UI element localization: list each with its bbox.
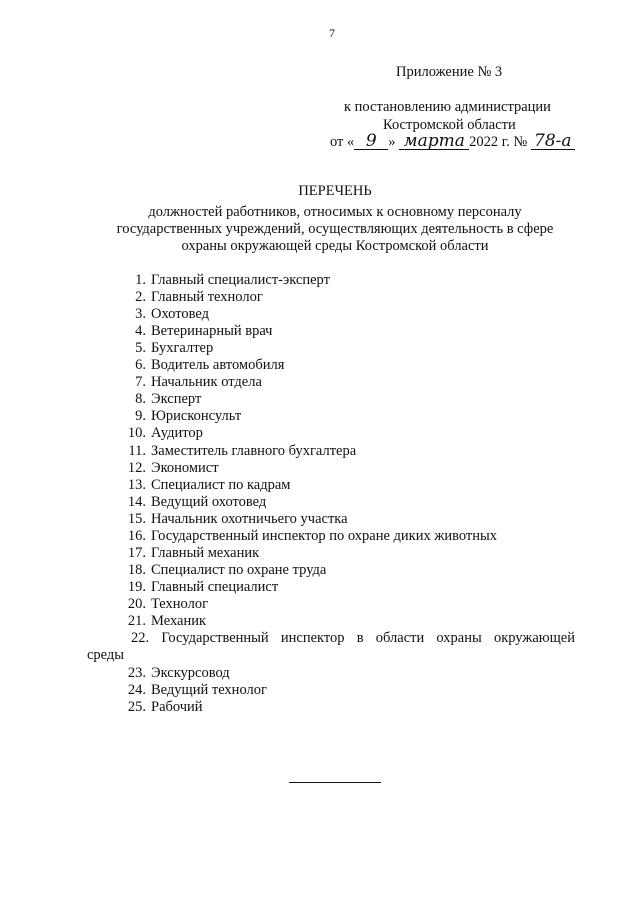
item-text: Технолог bbox=[151, 595, 209, 612]
item-number: 22. bbox=[131, 630, 150, 646]
item-text: Юрисконсульт bbox=[151, 408, 242, 425]
list-item bbox=[0, 340, 213, 357]
item-text: Механик bbox=[151, 613, 207, 629]
year-and-number-label: 2022 г. № bbox=[469, 134, 528, 150]
title-line-3: охраны окружающей среды Костромской области bbox=[181, 238, 489, 254]
item-word: охраны bbox=[436, 630, 482, 646]
list-item bbox=[0, 289, 263, 306]
list-item bbox=[0, 477, 290, 494]
item-text: Эксперт bbox=[151, 391, 202, 408]
item-number: 13. bbox=[127, 476, 146, 493]
item-text: Главный специалист-эксперт bbox=[151, 272, 330, 288]
list-item bbox=[0, 306, 209, 323]
item-text: Начальник отдела bbox=[151, 374, 262, 391]
resolution-line-1: к постановлению администрации bbox=[344, 99, 551, 115]
item-text: Охотовед bbox=[151, 306, 210, 323]
item-number: 11. bbox=[128, 442, 146, 459]
resolution-date-line bbox=[330, 131, 575, 151]
item-text: Ведущий охотовед bbox=[151, 493, 267, 510]
list-item bbox=[0, 545, 259, 562]
item-text: Ветеринарный врач bbox=[151, 323, 273, 340]
item-number: 8. bbox=[135, 391, 146, 408]
item-number: 25. bbox=[127, 699, 146, 716]
item-number: 21. bbox=[127, 613, 146, 629]
item-number: 4. bbox=[135, 323, 146, 340]
item-text: Водитель автомобиля bbox=[151, 357, 285, 374]
list-item bbox=[0, 528, 497, 545]
item-word: окружающей bbox=[493, 630, 575, 646]
document-title: ПЕРЕЧЕНЬ bbox=[298, 183, 372, 199]
item-text: Специалист по охране труда bbox=[151, 561, 327, 578]
item-text: Экскурсовод bbox=[151, 665, 230, 681]
handwritten-day: 9 bbox=[354, 134, 388, 150]
item-word: в bbox=[356, 630, 364, 646]
item-text: Специалист по кадрам bbox=[151, 476, 291, 493]
item-text: Главный механик bbox=[151, 544, 260, 561]
list-item bbox=[0, 460, 219, 477]
date-prefix: от « bbox=[330, 134, 355, 150]
page-number: 7 bbox=[329, 26, 335, 40]
handwritten-number: 78-а bbox=[531, 134, 575, 150]
item-word: области bbox=[375, 630, 425, 646]
item-number: 12. bbox=[127, 459, 146, 476]
item-text: Аудитор bbox=[151, 425, 203, 442]
item-number: 1. bbox=[135, 272, 146, 288]
item-word: инспектор bbox=[280, 630, 345, 646]
title-line-1: должностей работников, относимых к основному персоналу bbox=[148, 204, 522, 220]
list-item bbox=[0, 665, 230, 682]
item-number: 17. bbox=[127, 544, 146, 561]
list-item bbox=[0, 613, 206, 630]
item-text: Главный специалист bbox=[151, 578, 279, 595]
list-item bbox=[0, 357, 284, 374]
item-number: 7. bbox=[135, 374, 146, 391]
item-number: 10. bbox=[127, 425, 146, 442]
item-text: Главный технолог bbox=[151, 289, 263, 306]
item-text: Рабочий bbox=[151, 699, 203, 716]
item-number: 16. bbox=[127, 527, 146, 544]
item-word: Государственный bbox=[161, 630, 269, 646]
list-item bbox=[0, 579, 278, 596]
list-item bbox=[0, 511, 348, 528]
item-text: Заместитель главного бухгалтера bbox=[151, 442, 357, 459]
item-text: Государственный инспектор по охране диких животных bbox=[151, 527, 498, 544]
item-number: 15. bbox=[127, 510, 146, 527]
list-item bbox=[0, 272, 330, 289]
resolution-line-2: Костромской области bbox=[383, 117, 516, 133]
item-number: 14. bbox=[127, 493, 146, 510]
list-item-22 bbox=[131, 630, 575, 647]
list-item bbox=[0, 391, 201, 408]
item-text: Экономист bbox=[151, 459, 219, 476]
list-item bbox=[0, 682, 267, 699]
list-item bbox=[0, 596, 208, 613]
item-number: 20. bbox=[127, 595, 146, 612]
closing-rule bbox=[289, 782, 381, 783]
list-item bbox=[0, 374, 262, 391]
list-item bbox=[0, 494, 266, 511]
item-text: Ведущий технолог bbox=[151, 682, 267, 699]
handwritten-month: марта bbox=[399, 134, 469, 150]
item-number: 6. bbox=[135, 357, 146, 374]
item-number: 3. bbox=[135, 306, 146, 323]
appendix-label: Приложение № 3 bbox=[396, 64, 503, 80]
item-number: 2. bbox=[135, 289, 146, 306]
title-line-2: государственных учреждений, осуществляющих деятельность в сфере bbox=[116, 221, 554, 237]
list-item bbox=[0, 699, 203, 716]
item-number: 24. bbox=[127, 682, 146, 699]
item-text: Бухгалтер bbox=[151, 340, 214, 357]
list-item bbox=[0, 443, 356, 460]
item-number: 18. bbox=[127, 561, 146, 578]
list-item bbox=[0, 562, 326, 579]
item-text: Начальник охотничьего участка bbox=[151, 510, 348, 527]
item-number: 9. bbox=[135, 408, 146, 425]
list-item bbox=[0, 408, 241, 425]
item-number: 23. bbox=[127, 665, 146, 681]
list-item-22-continuation: среды bbox=[87, 647, 125, 663]
date-mid: » bbox=[388, 134, 396, 150]
item-number: 19. bbox=[127, 578, 146, 595]
list-item bbox=[0, 323, 272, 340]
list-item bbox=[0, 425, 203, 442]
item-number: 5. bbox=[135, 340, 146, 357]
